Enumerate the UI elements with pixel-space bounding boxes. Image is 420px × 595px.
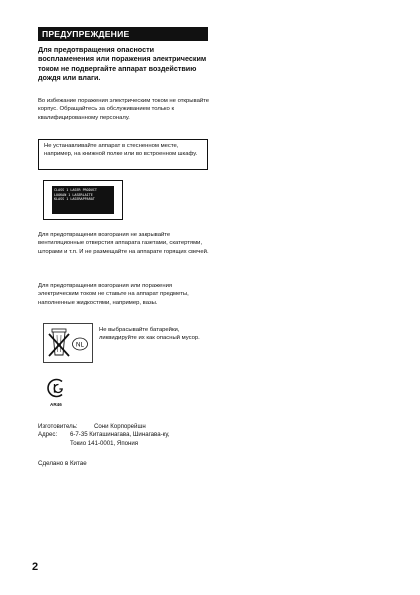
laser-label-line-2: LUOKAN 1 LASERLAITE — [54, 192, 93, 197]
battery-disposal-note: Не выбрасывайте батарейки, ликвидируйте их как опасный мусор. — [99, 327, 200, 342]
laser-label-plate — [52, 186, 114, 214]
shock-paragraph: Во избежание поражения электрическим током не открывайте корпус. Обращайтесь за обслуживанием только к квалифицированному персоналу. — [38, 98, 210, 121]
warning-header — [38, 27, 208, 41]
certification-mark-icon — [46, 378, 68, 398]
manufacturer-name: Сони Корпорейшн — [94, 423, 146, 430]
manufacturer-block — [38, 423, 218, 448]
liquids-paragraph: Для предотвращения возгорания или поражения электрическим током не ставьте на аппарат предметы, наполненные жидкостями, например, вазы. — [38, 283, 189, 306]
laser-product-label — [43, 180, 123, 220]
made-in-note: Сделано в Китае — [38, 460, 87, 467]
address-line-2: Токио 141-0001, Япония — [70, 439, 139, 447]
manufacturer-label: Изготовитель: — [38, 423, 78, 430]
address-line-1: 6-7-35 Киташинагава, Шинагава-ку, — [70, 431, 170, 439]
installation-note-text: Не устанавливайте аппарат в стесненном месте, например, на книжной полке или во встроенном шкафу. — [44, 143, 198, 158]
battery-badge-text: NL — [76, 341, 84, 349]
address-label: Адрес: — [38, 431, 58, 439]
certification-code: AR46 — [50, 402, 62, 407]
laser-label-line-1: CLASS 1 LASER PRODUCT — [54, 188, 97, 192]
warning-header-title: ПРЕДУПРЕЖДЕНИЕ — [42, 29, 130, 39]
installation-note-box — [38, 139, 208, 170]
crossed-bin-icon — [43, 323, 93, 363]
laser-label-line-3: KLASS 1 LASERAPPARAT — [54, 197, 95, 201]
page-number: 2 — [32, 561, 39, 573]
fire-shock-warning: Для предотвращения опасности воспламенения или поражения электрическим током не подвергайте аппарат воздействию дождя или влаги. — [38, 45, 207, 83]
ventilation-paragraph: Для предотвращения возгорания не закрывайте вентиляционные отверстия аппарата газетами, скатертями, шторами и т.п. И не размещайте на аппарате горящих свечей. — [38, 232, 209, 255]
